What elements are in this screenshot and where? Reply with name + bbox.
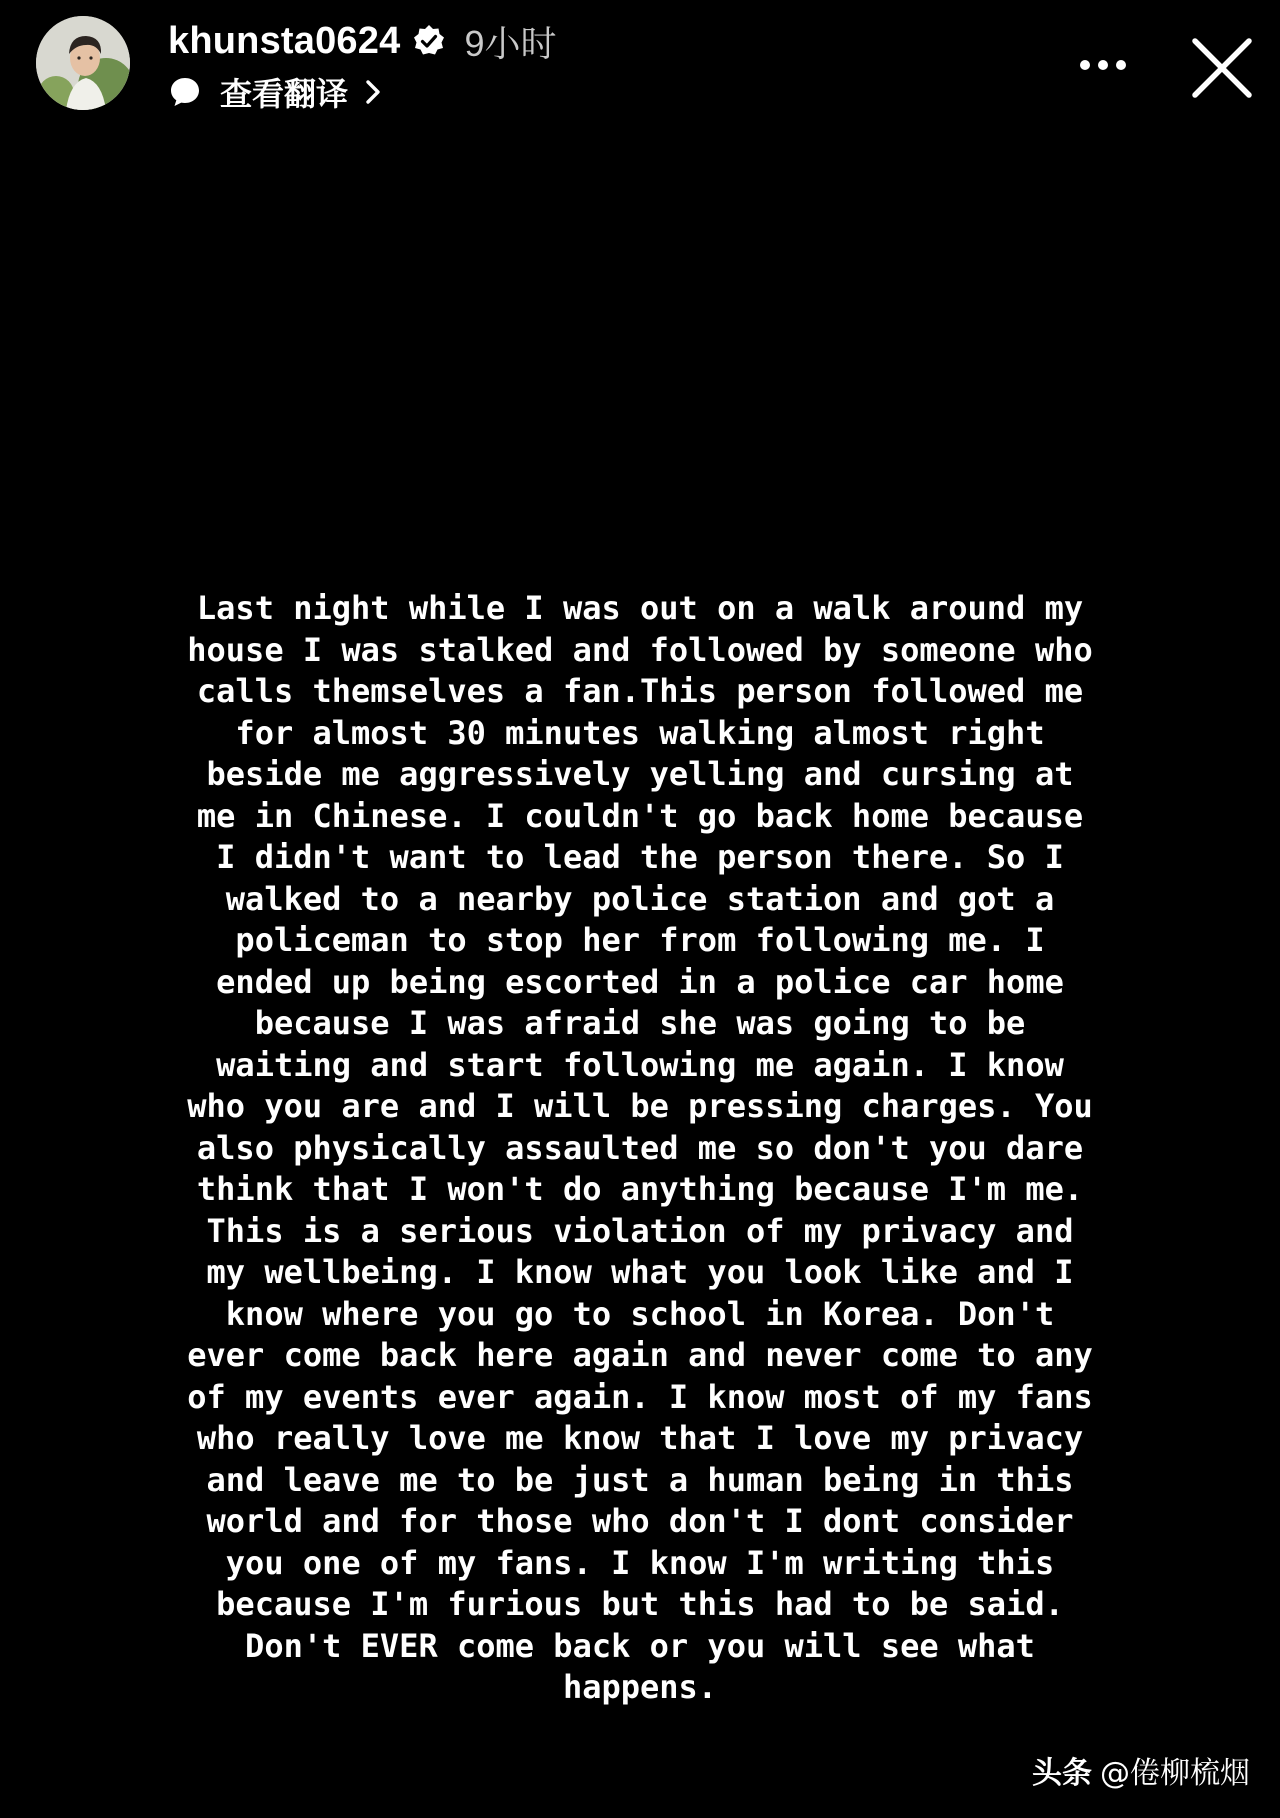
story-line: world and for those who don't I dont consider: [206, 1502, 1074, 1540]
story-line: walked to a nearby police station and got a: [225, 879, 1055, 918]
story-line: ended up being escorted in a police car home: [216, 962, 1064, 1001]
post-timestamp: 9小时: [464, 22, 557, 64]
more-horizontal-icon: [1078, 59, 1128, 71]
story-line: This is a serious violation of my privacy and: [206, 1211, 1074, 1250]
story-line: because I was afraid she was going to be: [254, 1004, 1026, 1042]
watermark-brand: 头条: [1032, 1756, 1092, 1791]
username[interactable]: khunsta0624: [168, 19, 401, 62]
user-info: [168, 16, 556, 116]
see-translation-label: 查看翻译: [220, 75, 349, 113]
story-line: Last night while I was out on a walk around my: [196, 589, 1084, 627]
avatar-image: [36, 16, 130, 110]
story-text: [40, 588, 1240, 1709]
story-line: my wellbeing. I know what you look like and I: [206, 1253, 1074, 1291]
close-button[interactable]: [1180, 26, 1264, 110]
story-line: Don't EVER come back or you will see what: [245, 1626, 1035, 1665]
story-line: you one of my fans. I know I'm writing this: [225, 1543, 1055, 1582]
see-translation-link[interactable]: [168, 68, 556, 116]
watermark-handle: @倦柳梳烟: [1100, 1756, 1250, 1791]
story-line: happens.: [562, 1668, 718, 1706]
story-header: [0, 0, 1280, 130]
story-line: think that I won't do anything because I'm me.: [196, 1170, 1084, 1208]
story-line: waiting and start following me again. I know: [216, 1045, 1064, 1084]
story-line: and leave me to be just a human being in this: [206, 1460, 1074, 1499]
story-line: of my events ever again. I know most of my fans: [187, 1377, 1093, 1416]
story-line: who you are and I will be pressing charges. You: [187, 1087, 1093, 1125]
story-line: house I was stalked and followed by someone who: [187, 630, 1093, 669]
story-line: know where you go to school in Korea. Don't: [225, 1294, 1055, 1333]
username-row: [168, 16, 556, 66]
story-line: calls themselves a fan.This person followed me: [196, 672, 1084, 710]
verified-badge-icon: [412, 24, 446, 58]
story-line: because I'm furious but this had to be said.: [216, 1585, 1064, 1623]
story-line: also physically assaulted me so don't you dare: [196, 1128, 1084, 1167]
story-line: I didn't want to lead the person there. So I: [216, 838, 1064, 876]
story-line: for almost 30 minutes walking almost right: [235, 713, 1045, 752]
chevron-right-icon: [362, 77, 384, 107]
story-line: policeman to stop her from following me. I: [235, 921, 1045, 959]
story-line: me in Chinese. I couldn't go back home because: [196, 796, 1084, 835]
more-options-button[interactable]: [1068, 40, 1138, 90]
avatar[interactable]: [36, 16, 130, 110]
story-line: beside me aggressively yelling and cursing at: [206, 755, 1074, 793]
translate-bubble-icon: [168, 75, 202, 109]
story-line: ever come back here again and never come to any: [187, 1336, 1093, 1374]
watermark: [1032, 1748, 1250, 1792]
close-icon: [1191, 37, 1253, 99]
story-line: who really love me know that I love my privacy: [196, 1419, 1084, 1457]
